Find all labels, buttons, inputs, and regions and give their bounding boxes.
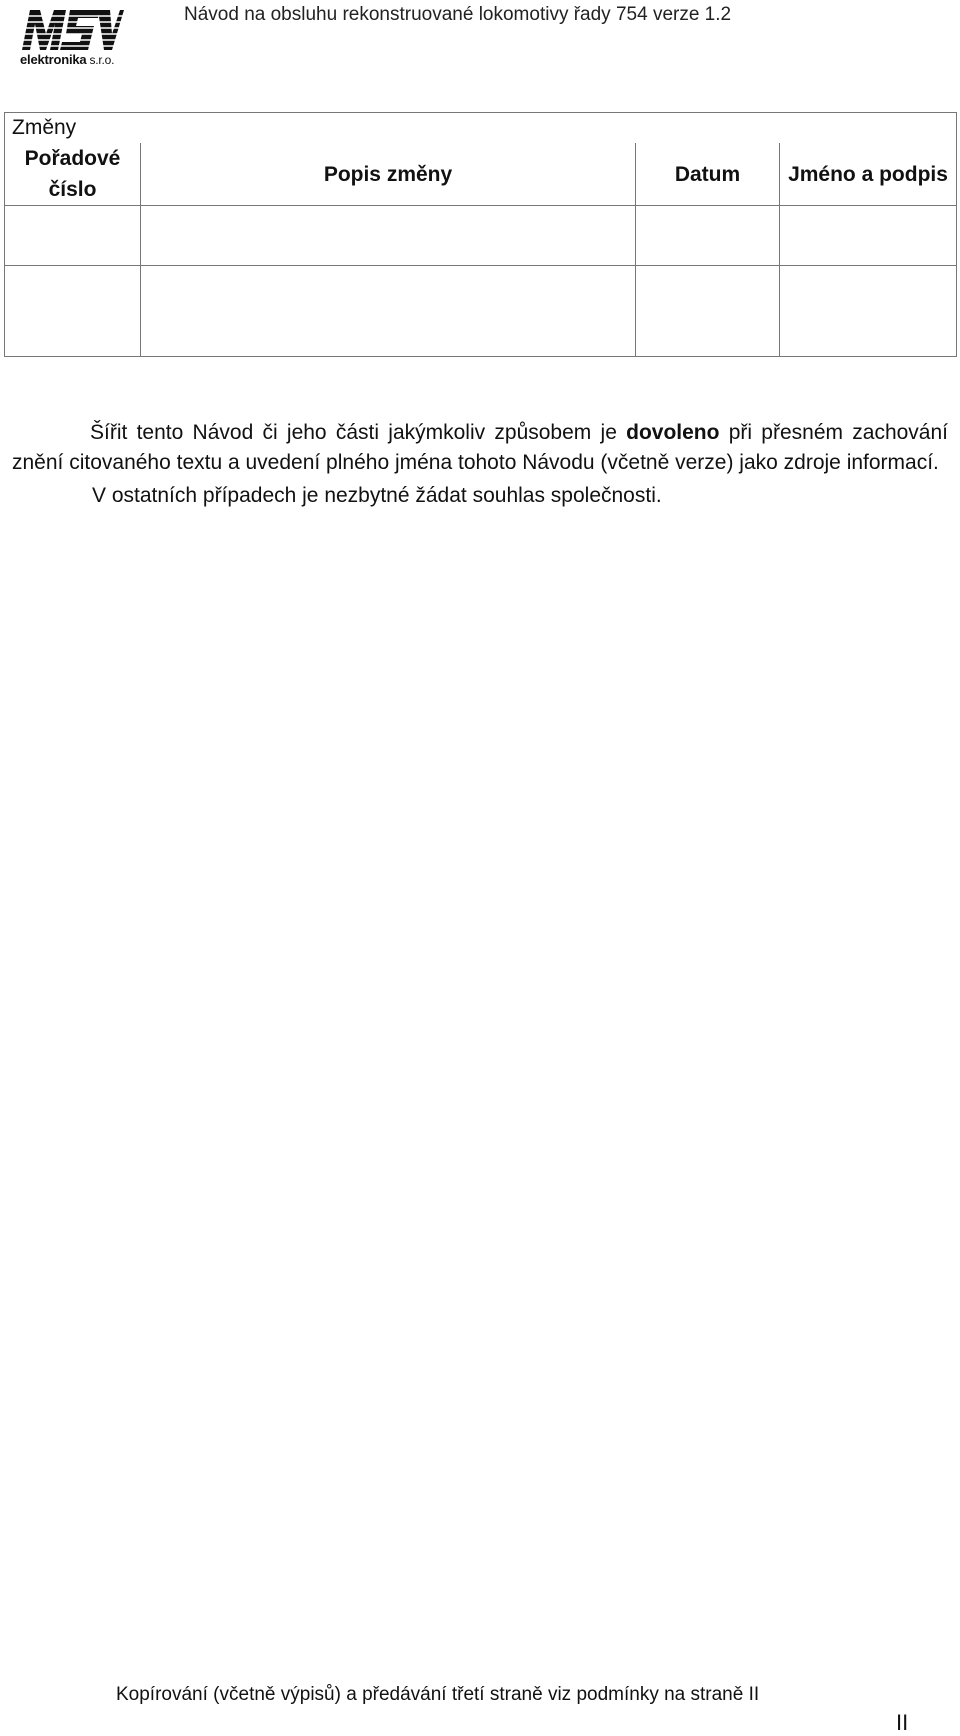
company-logo bbox=[20, 4, 124, 68]
notice-paragraph bbox=[12, 418, 948, 478]
copyright-notice bbox=[12, 418, 948, 511]
table-cell bbox=[636, 206, 780, 266]
notice-emphasis: dovoleno bbox=[626, 421, 720, 444]
table-cell bbox=[780, 206, 957, 266]
changes-caption: Změny bbox=[5, 113, 957, 144]
changes-caption-row bbox=[5, 113, 957, 144]
changes-table bbox=[4, 112, 957, 357]
table-cell bbox=[636, 266, 780, 357]
table-row bbox=[5, 206, 957, 266]
logo-suffix: s.r.o. bbox=[89, 53, 115, 67]
column-header-date: Datum bbox=[636, 143, 780, 206]
table-cell bbox=[780, 266, 957, 357]
msv-logo-icon bbox=[20, 4, 124, 54]
notice-text-start: Šířit tento Návod či jeho části jakýmkoliv způsobem je bbox=[90, 421, 627, 444]
column-header-signature: Jméno a podpis bbox=[780, 143, 957, 206]
notice-text-end: při přesném zachování znění citovaného textu a uvedení plného jména tohoto Návodu (včetně verze) jako zdroje informací. bbox=[12, 421, 948, 474]
table-cell bbox=[141, 206, 636, 266]
changes-header-row bbox=[5, 143, 957, 206]
column-header-number: Pořadové číslo bbox=[5, 143, 141, 206]
document-header-title: Návod na obsluhu rekonstruované lokomotivy řady 754 verze 1.2 bbox=[184, 4, 732, 25]
table-cell bbox=[5, 266, 141, 357]
table-cell bbox=[5, 206, 141, 266]
page-number: II bbox=[896, 1710, 909, 1735]
table-row bbox=[5, 266, 957, 357]
column-header-description: Popis změny bbox=[141, 143, 636, 206]
table-cell bbox=[141, 266, 636, 357]
footer-copying-note: Kopírování (včetně výpisů) a předávání třetí straně viz podmínky na straně II bbox=[116, 1684, 760, 1705]
logo-company-name: elektronika bbox=[20, 52, 87, 67]
notice-paragraph-consent: V ostatních případech je nezbytné žádat souhlas společnosti. bbox=[92, 484, 662, 507]
